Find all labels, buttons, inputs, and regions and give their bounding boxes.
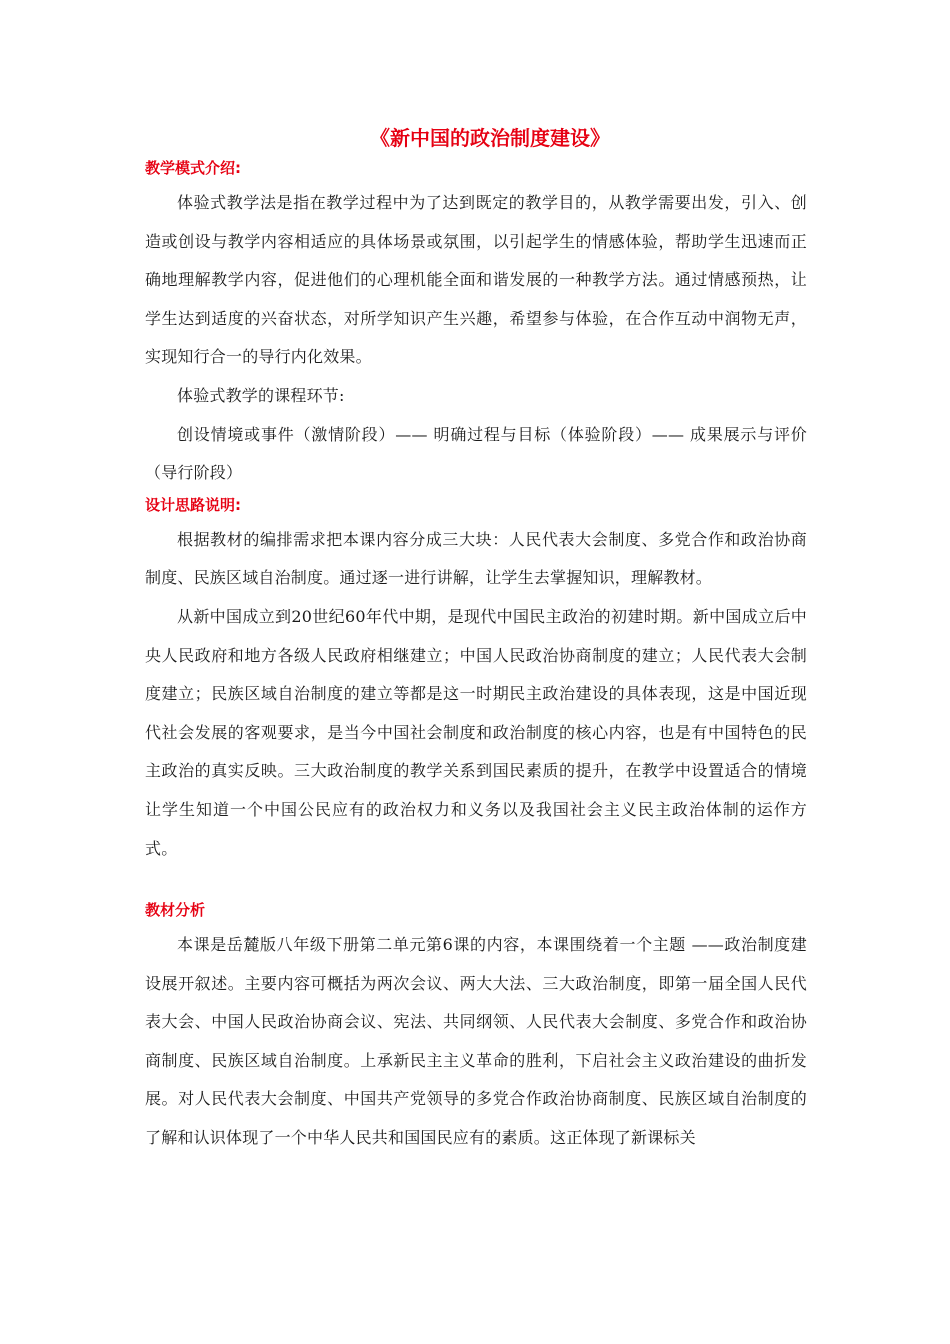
document-title: 《新中国的政治制度建设》 <box>370 126 610 150</box>
section-heading-design-idea: 设计思路说明: <box>145 495 241 514</box>
paragraph-course-steps: 创设情境或事件（激情阶段）—— 明确过程与目标（体验阶段）—— 成果展示与评价（导行阶段） <box>145 424 807 483</box>
document-page <box>145 120 807 1158</box>
paragraph-design-idea-1: 根据教材的编排需求把本课内容分成三大块：人民代表大会制度、多党合作和政治协商制度、民族区域自治制度。通过逐一进行讲解，让学生去掌握知识，理解教材。 <box>145 529 807 588</box>
section-heading-teaching-mode: 教学模式介绍: <box>145 159 241 177</box>
paragraph-course-steps-label: 体验式教学的课程环节: <box>177 385 345 405</box>
paragraph-teaching-mode-intro: 体验式教学法是指在教学过程中为了达到既定的教学目的，从教学需要出发，引入、创造或创设与教学内容相适应的具体场景或氛围，以引起学生的情感体验，帮助学生迅速而正确地理解教学内容，促进他们的心理机能全面和谐发展的一种教学方法。通过情感预热，让学生达到适度的兴奋状态，对所学知识产生兴趣，希望参与体验，在合作互动中润物无声，实现知行合一的导行内化效果。 <box>145 193 807 367</box>
section-heading-textbook-analysis: 教材分析 <box>145 901 206 920</box>
paragraph-design-idea-2: 从新中国成立到20世纪60年代中期，是现代中国民主政治的初建时期。新中国成立后中央人民政府和地方各级人民政府相继建立；中国人民政治协商制度的建立；人民代表大会制度建立；民族区域自治制度的建立等都是这一时期民主政治建设的具体表现，这是中国近现代社会发展的客观要求，是当今中国社会制度和政治制度的核心内容，也是有中国特色的民主政治的真实反映。三大政治制度的教学关系到国民素质的提升，在教学中设置适合的情境让学生知道一个中国公民应有的政治权力和义务以及我国社会主义民主政治体制的运作方式。 <box>145 606 807 858</box>
paragraph-textbook-analysis: 本课是岳麓版八年级下册第二单元第6课的内容，本课围绕着一个主题 ——政治制度建设展开叙述。主要内容可概括为两次会议、两大大法、三大政治制度，即第一届全国人民代表大会、中国人民政治协商会议、宪法、共同纲领、人民代表大会制度、多党合作和政治协商制度、民族区域自治制度。上承新民主主义革命的胜利，下启社会主义政治建设的曲折发展。对人民代表大会制度、中国共产党领导的多党合作政治协商制度、民族区域自治制度的了解和认识体现了一个中华人民共和国国民应有的素质。这正体现了新课标关 <box>145 935 807 1148</box>
